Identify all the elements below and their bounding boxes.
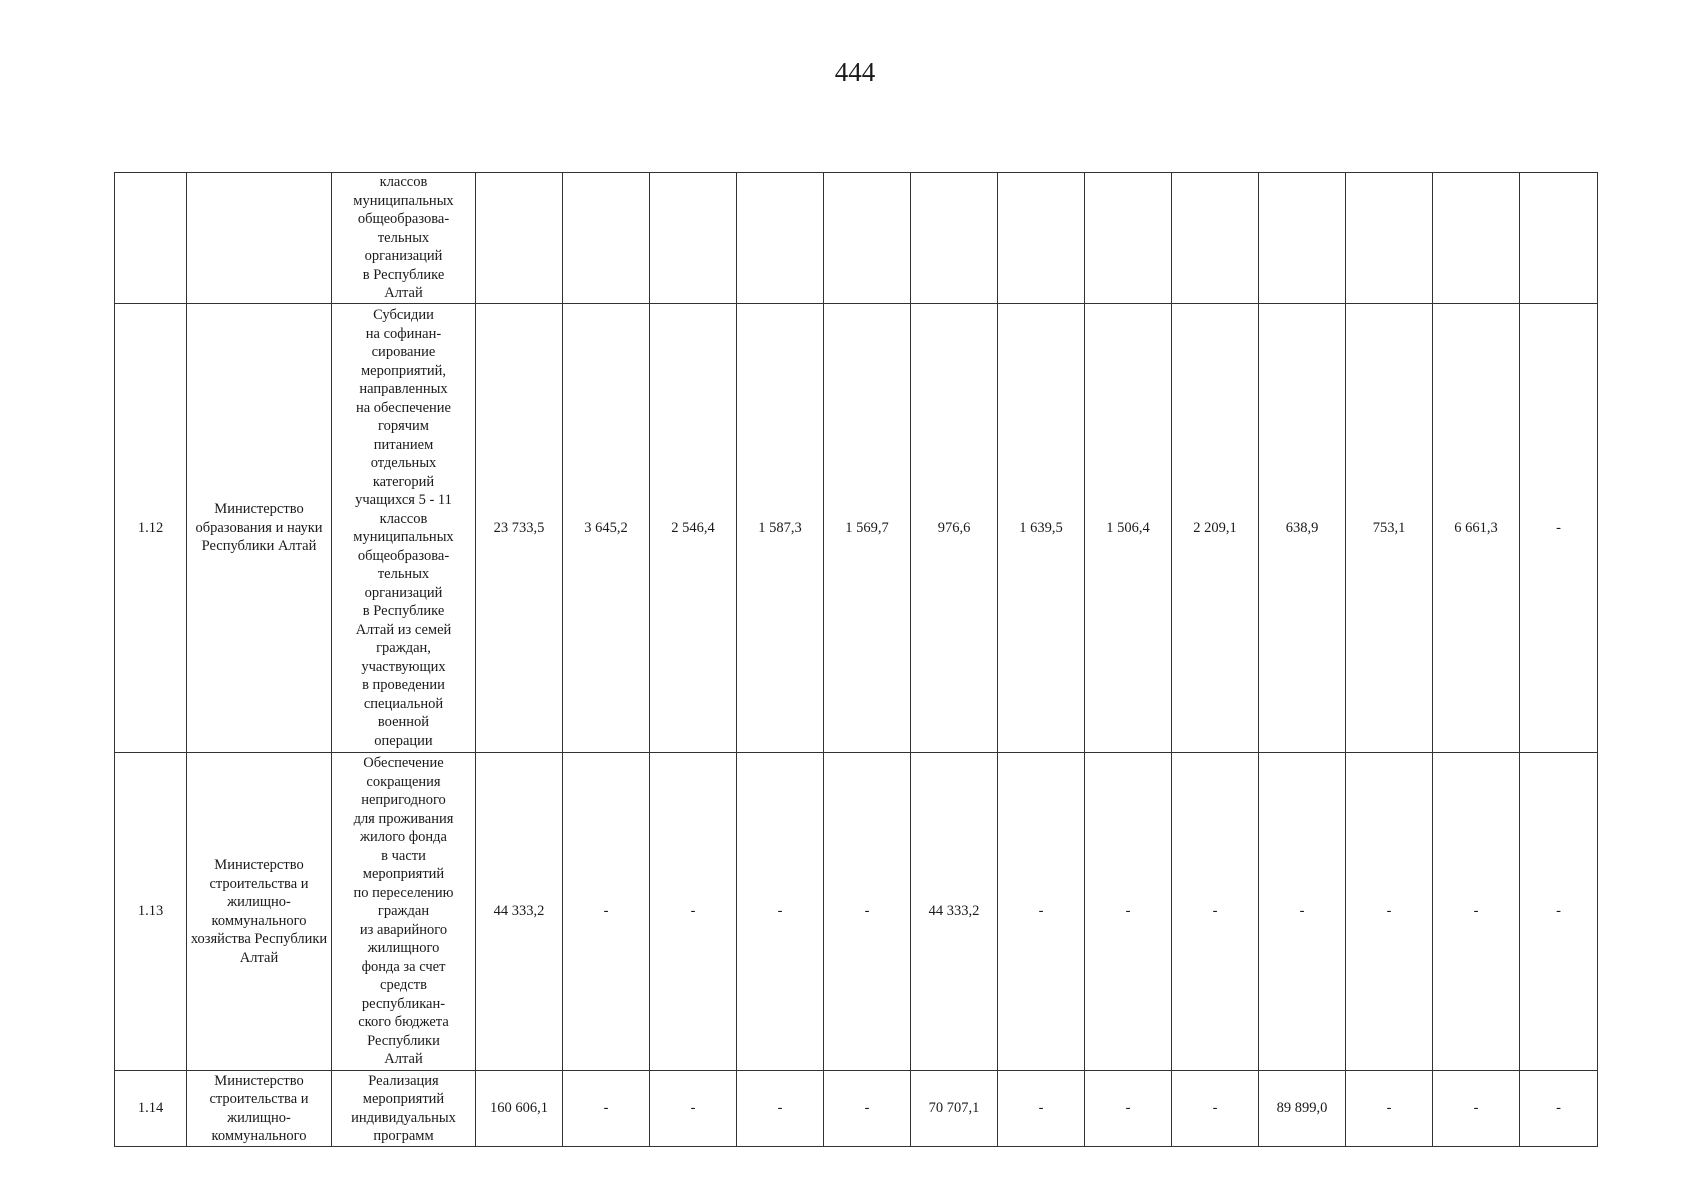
table-row [115, 173, 1598, 304]
row-agency [187, 173, 332, 304]
cell-total: 160 606,1 [476, 1071, 563, 1147]
cell-value: - [1172, 753, 1259, 1071]
cell-value: 6 661,3 [1433, 304, 1520, 753]
cell-value: - [998, 1071, 1085, 1147]
cell-value [998, 173, 1085, 304]
cell-value [1085, 173, 1172, 304]
row-description: Обеспечение сокращения непригодного для проживания жилого фонда в части мероприятий по переселению граждан из аварийного жилищного фонда за счет средств республикан- ского бюджета Республики Алтай [332, 753, 476, 1071]
row-description: Реализация мероприятий индивидуальных программ [332, 1071, 476, 1147]
cell-value [1433, 173, 1520, 304]
cell-value: - [824, 1071, 911, 1147]
cell-value: - [1520, 1071, 1598, 1147]
row-code: 1.14 [115, 1071, 187, 1147]
cell-value: 753,1 [1346, 304, 1433, 753]
cell-value: - [1433, 753, 1520, 1071]
cell-value: 3 645,2 [563, 304, 650, 753]
cell-value: 1 587,3 [737, 304, 824, 753]
table-row [115, 1071, 1598, 1147]
row-code: 1.12 [115, 304, 187, 753]
cell-value [1520, 173, 1598, 304]
cell-value: - [1259, 753, 1346, 1071]
table-row [115, 753, 1598, 1071]
cell-value: - [1433, 1071, 1520, 1147]
row-agency: Министерство строительства и жилищно-коммунального хозяйства Республики Алтай [187, 753, 332, 1071]
cell-value [650, 173, 737, 304]
cell-value: 976,6 [911, 304, 998, 753]
cell-value: - [1346, 753, 1433, 1071]
cell-value: 2 546,4 [650, 304, 737, 753]
cell-value: 70 707,1 [911, 1071, 998, 1147]
cell-value: 44 333,2 [911, 753, 998, 1071]
cell-value: - [1085, 753, 1172, 1071]
cell-value: - [824, 753, 911, 1071]
cell-total: 23 733,5 [476, 304, 563, 753]
cell-value: - [650, 753, 737, 1071]
cell-value [1172, 173, 1259, 304]
row-agency: Министерство образования и науки Республики Алтай [187, 304, 332, 753]
cell-total [476, 173, 563, 304]
row-description: классов муниципальных общеобразова- тельных организаций в Республике Алтай [332, 173, 476, 304]
cell-value [737, 173, 824, 304]
cell-value [911, 173, 998, 304]
row-code: 1.13 [115, 753, 187, 1071]
cell-value: 1 506,4 [1085, 304, 1172, 753]
row-agency: Министерство строительства и жилищно-коммунального [187, 1071, 332, 1147]
cell-value: 1 639,5 [998, 304, 1085, 753]
cell-value [1346, 173, 1433, 304]
cell-value: - [1520, 304, 1598, 753]
cell-value [824, 173, 911, 304]
cell-value: - [1172, 1071, 1259, 1147]
cell-value [1259, 173, 1346, 304]
cell-value: - [737, 1071, 824, 1147]
cell-value: - [1520, 753, 1598, 1071]
table-row [115, 304, 1598, 753]
row-code [115, 173, 187, 304]
cell-value: 2 209,1 [1172, 304, 1259, 753]
cell-value: - [1346, 1071, 1433, 1147]
row-description: Субсидии на софинан- сирование мероприятий, направленных на обеспечение горячим питанием отдельных категорий учащихся 5 - 11 классов муниципальных общеобразова- тельных организаций в Республике Алтай из семей граждан, участвующих в проведении специальной военной операции [332, 304, 476, 753]
budget-table [114, 172, 1598, 1147]
cell-value: 638,9 [1259, 304, 1346, 753]
cell-value: - [563, 1071, 650, 1147]
page-number: 444 [834, 57, 876, 87]
cell-value: - [998, 753, 1085, 1071]
cell-value: 89 899,0 [1259, 1071, 1346, 1147]
cell-value: 1 569,7 [824, 304, 911, 753]
cell-value: - [563, 753, 650, 1071]
cell-value: - [650, 1071, 737, 1147]
cell-total: 44 333,2 [476, 753, 563, 1071]
cell-value [563, 173, 650, 304]
cell-value: - [737, 753, 824, 1071]
cell-value: - [1085, 1071, 1172, 1147]
